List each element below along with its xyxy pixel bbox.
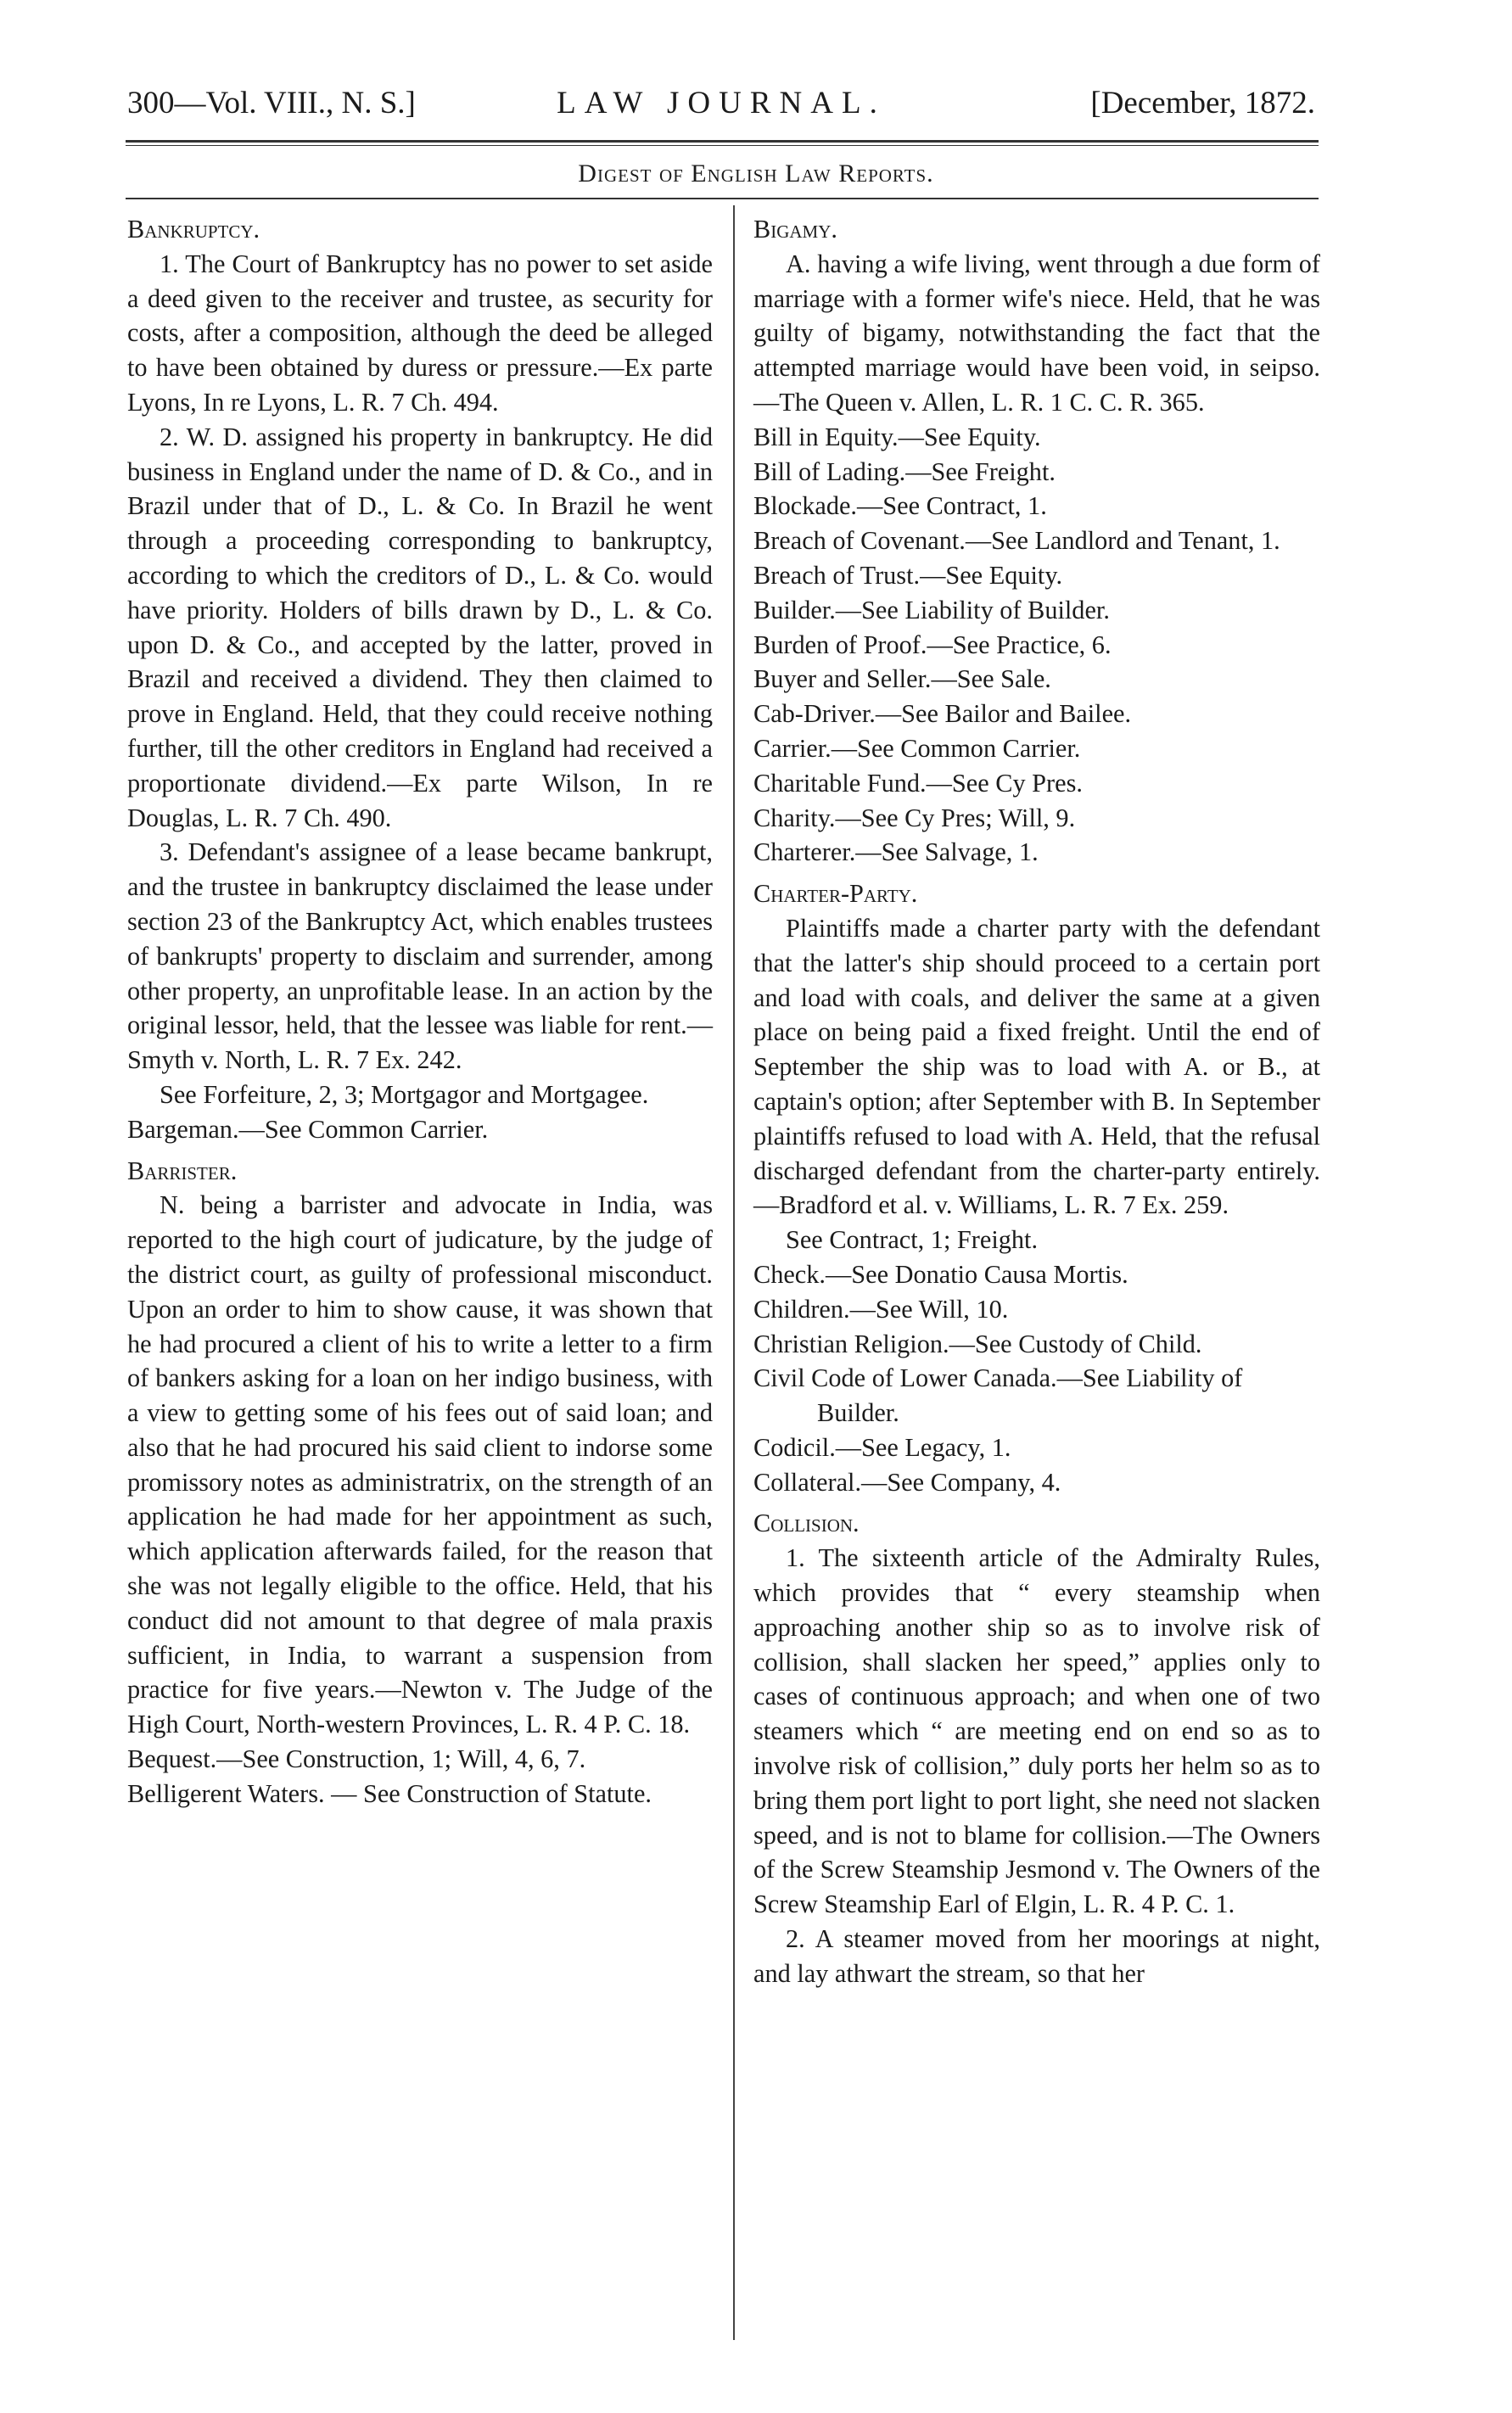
right-column bbox=[753, 212, 1320, 1991]
entry-paragraph: A. having a wife living, went through a due form of marriage with a former wife's niece. Held, that he was guilty of bigamy, notwithstanding the fact that the attempted marriage would have been void, in seipso.—The Queen v. Allen, L. R. 1 C. C. R. 365. bbox=[753, 249, 1320, 417]
entry-paragraph: 2. A steamer moved from her moorings at night, and lay athwart the stream, so that her bbox=[753, 1924, 1320, 1988]
entry-heading: Charter-Party. bbox=[753, 879, 918, 909]
index-entry: Christian Religion.—See Custody of Child. bbox=[753, 1329, 1202, 1358]
index-entry: Check.—See Donatio Causa Mortis. bbox=[753, 1259, 1128, 1289]
entry-heading: Collision. bbox=[753, 1509, 860, 1538]
index-entry: Blockade.—See Contract, 1. bbox=[753, 491, 1047, 521]
index-entry: Bargeman.—See Common Carrier. bbox=[127, 1114, 489, 1144]
index-entry: Codicil.—See Legacy, 1. bbox=[753, 1432, 1011, 1462]
entry-paragraph: Plaintiffs made a charter party with the defendant that the latter's ship should proceed to a certain port and load with coals, and deliver the same at a given place on being paid a fixed freight. Until the end of September the ship was to load with A. or B., at captain's option; after September with B. In September plaintiffs refused to load with A. Held, that the refusal discharged defendant from the charter-party entirely.—Bradford et al. v. Williams, L. R. 7 Ex. 259. bbox=[753, 913, 1320, 1220]
index-entry: Bill of Lading.—See Freight. bbox=[753, 456, 1056, 486]
index-entry: Bequest.—See Construction, 1; Will, 4, 6, 7. bbox=[127, 1744, 586, 1774]
section-title: Digest of English Law Reports. bbox=[578, 160, 934, 188]
entry-paragraph: 1. The sixteenth article of the Admiralty Rules, which provides that “ every steamship when approaching another ship so as to involve risk of collision, shall slacken her speed,” applies only to cases of continuous approach; and when one of two steamers which “ are meeting end on end so as to involve risk of collision,” duly ports her helm so as to bring them port light to port light, she need not slacken speed, and is not to blame for collision.—The Owners of the Screw Steamship Jesmond v. The Owners of the Screw Steamship Earl of Elgin, L. R. 4 P. C. 1. bbox=[753, 1543, 1320, 1919]
index-entry: Charity.—See Cy Pres; Will, 9. bbox=[753, 803, 1076, 832]
entry-paragraph: 1. The Court of Bankruptcy has no power to set aside a deed given to the receiver and trustee, as security for costs, after a composition, although the deed be alleged to have been obtained by duress or pressure.—Ex parte Lyons, In re Lyons, L. R. 7 Ch. 494. bbox=[127, 249, 713, 417]
left-column bbox=[127, 212, 713, 1811]
index-entry: Buyer and Seller.—See Sale. bbox=[753, 664, 1051, 694]
index-entry: Builder.—See Liability of Builder. bbox=[753, 595, 1110, 624]
index-entry: Charitable Fund.—See Cy Pres. bbox=[753, 768, 1083, 798]
index-entry: Cab-Driver.—See Bailor and Bailee. bbox=[753, 699, 1132, 729]
index-entry: Burden of Proof.—See Practice, 6. bbox=[753, 630, 1112, 659]
entry-paragraph: 2. W. D. assigned his property in bankruptcy. He did business in England under the name of D. & Co., and in Brazil under that of D., L. & Co. In Brazil he went through a proceeding corresponding to bankruptcy, according to which the creditors of D., L. & Co. would have priority. Holders of bills drawn by D., L. & Co. upon D. & Co., and accepted by the latter, proved in Brazil and received a dividend. They then claimed to prove in England. Held, that they could receive nothing further, till the other creditors in England had received a proportionate dividend.—Ex parte Wilson, In re Douglas, L. R. 7 Ch. 490. bbox=[127, 422, 713, 832]
header-rule-thin bbox=[126, 145, 1319, 146]
index-entry: Bill in Equity.—See Equity. bbox=[753, 422, 1041, 451]
index-entry: Breach of Covenant.—See Landlord and Tenant, 1. bbox=[753, 526, 1280, 556]
running-header bbox=[127, 85, 1315, 129]
entry-paragraph: 3. Defendant's assignee of a lease became bankrupt, and the trustee in bankruptcy disclaimed the lease under section 23 of the Bankruptcy Act, which enables trustees of bankrupts' property to disclaim and surrender, among other property, an unprofitable lease. In an action by the original lessor, held, that the lessee was liable for rent.—Smyth v. North, L. R. 7 Ex. 242. bbox=[127, 837, 713, 1075]
entry-heading: Bigamy. bbox=[753, 215, 837, 244]
entry-heading: Barrister. bbox=[127, 1156, 238, 1185]
index-entry: Belligerent Waters. — See Construction of Statute. bbox=[127, 1778, 652, 1808]
journal-title: LAW JOURNAL. bbox=[557, 86, 886, 120]
issue-date: [December, 1872. bbox=[1090, 86, 1315, 120]
index-entry: Children.—See Will, 10. bbox=[753, 1294, 1009, 1324]
header-rule-thick bbox=[126, 140, 1319, 143]
index-entry: Breach of Trust.—See Equity. bbox=[753, 560, 1063, 590]
cross-reference: See Forfeiture, 2, 3; Mortgagor and Mortgagee. bbox=[160, 1079, 649, 1109]
page-number-volume: 300—Vol. VIII., N. S.] bbox=[127, 86, 416, 120]
cross-reference: See Contract, 1; Freight. bbox=[786, 1225, 1039, 1255]
index-entry: Charterer.—See Salvage, 1. bbox=[753, 837, 1039, 867]
column-divider bbox=[733, 205, 735, 2340]
index-entry: Civil Code of Lower Canada.—See Liability of Builder. bbox=[753, 1363, 1243, 1428]
entry-paragraph: N. being a barrister and advocate in India, was reported to the high court of judicature, by the judge of the district court, as guilty of professional misconduct. Upon an order to him to show cause, it was shown that he had procured a client of his to write a letter to a firm of bankers asking for a loan on her indigo business, with a view to getting some of his fees out of said loan; and also that he had procured his said client to indorse some promissory notes as administratrix, on the strength of an application he had made for her appointment as such, which application afterwards failed, for the reason that she was not legally eligible to the office. Held, that his conduct did not amount to that degree of mala praxis sufficient, in India, to warrant a suspension from practice for five years.—Newton v. The Judge of the High Court, North-western Provinces, L. R. 4 P. C. 18. bbox=[127, 1190, 713, 1739]
section-title-rule bbox=[126, 198, 1319, 199]
entry-heading: Bankruptcy. bbox=[127, 215, 260, 244]
index-entry: Carrier.—See Common Carrier. bbox=[753, 733, 1081, 763]
index-entry: Collateral.—See Company, 4. bbox=[753, 1467, 1061, 1497]
